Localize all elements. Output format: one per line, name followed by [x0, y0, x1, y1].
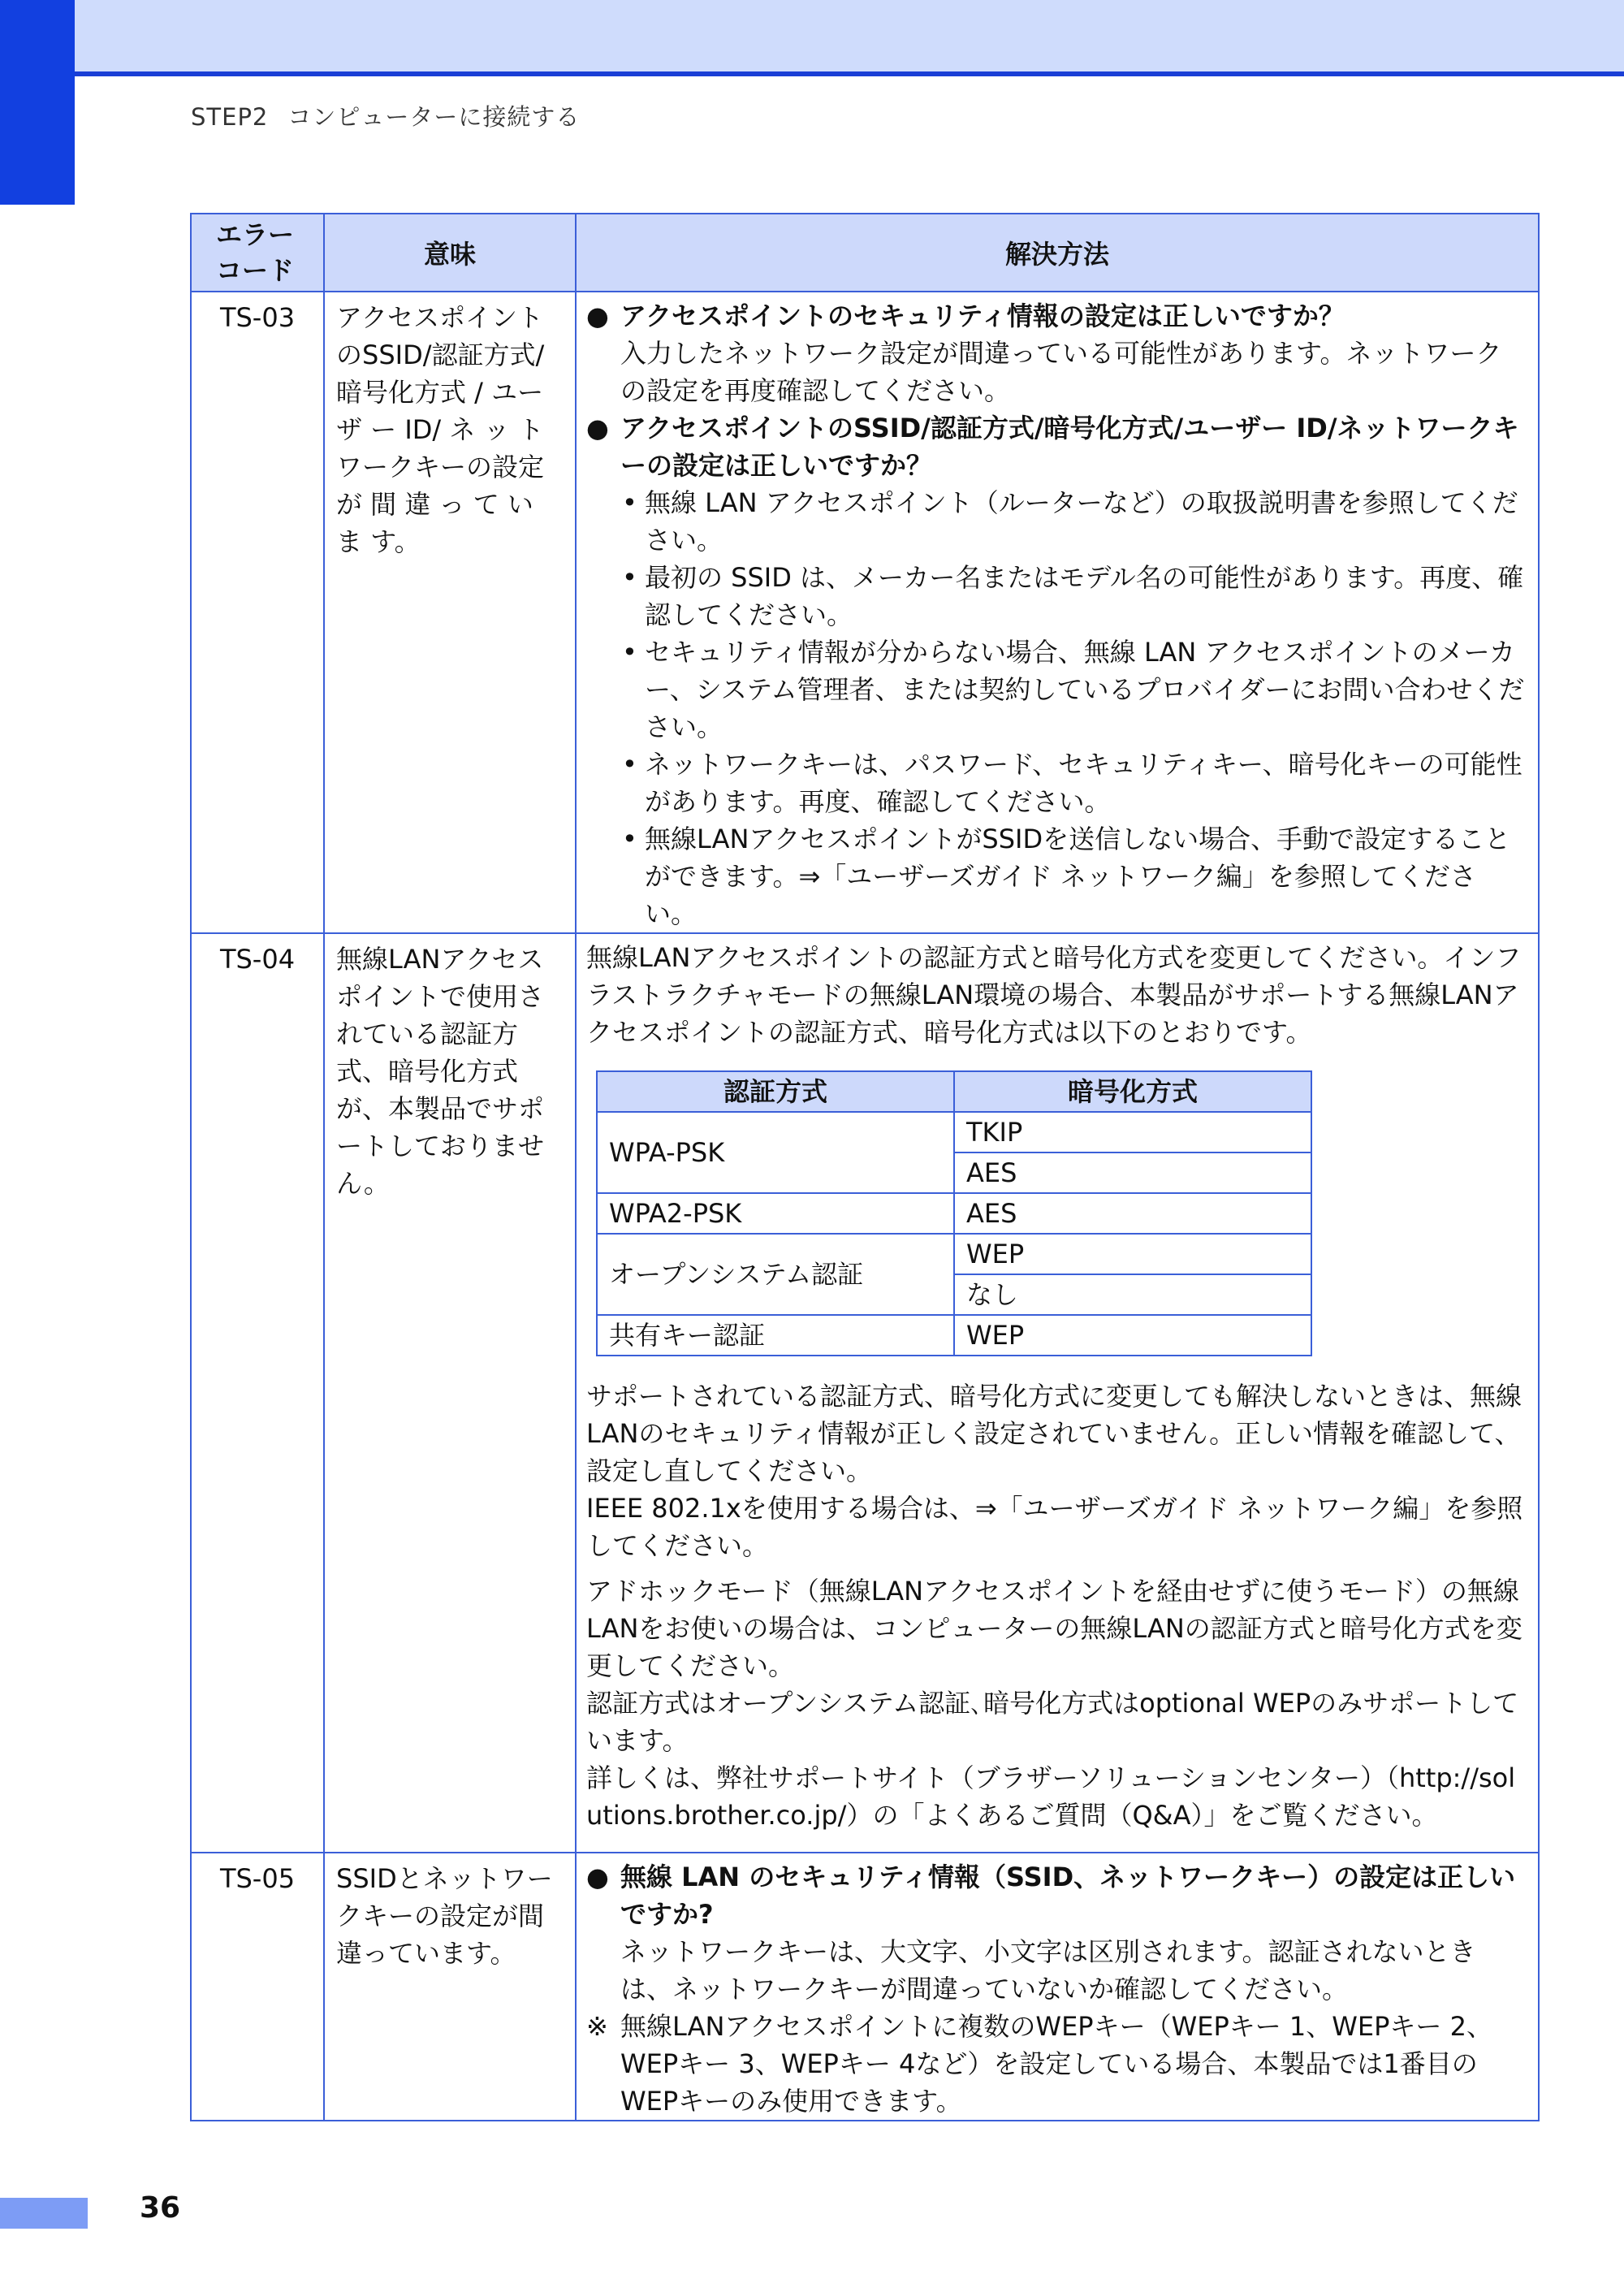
table-row [597, 1112, 1311, 1152]
check-question: ● アクセスポイントのセキュリティ情報の設定は正しいですか？ [586, 297, 1527, 335]
header-title: コンピューターに接続する [287, 103, 581, 131]
header-meaning: 意味 [324, 214, 576, 292]
auth-cell: WPA-PSK [597, 1112, 954, 1193]
solution-intro: 無線LANアクセスポイントの認証方式と暗号化方式を変更してください。インフラストラクチャモードの無線LAN環境の場合、本製品がサポートする無線LANアクセスポイントの認証方式、暗号化方式は以下のとおりです。 [586, 942, 1522, 1048]
note: ※ 無線LANアクセスポイントに複数のWEPキー（WEPキー 1、WEPキー 2、WEPキー 3、WEPキー 4など）を設定している場合、本製品では1番目のWEPキーのみ使用できます。 [586, 2008, 1527, 2120]
error-code: TS-03 [191, 292, 324, 933]
page-number: 36 [140, 2191, 181, 2225]
bullet-item: • セキュリティ情報が分からない場合、無線 LAN アクセスポイントのメーカー、システム管理者、または契約しているプロバイダーにお問い合わせください。 [586, 634, 1527, 746]
error-meaning: アクセスポイントのSSID/認証方式/暗号化方式 / ユーザ ー ID/ ネ ッ ト ワークキーの設定が 間 違 っ て い ま す。 [324, 292, 576, 933]
enc-cell: なし [954, 1274, 1311, 1315]
enc-cell: AES [954, 1152, 1311, 1193]
table-row [597, 1234, 1311, 1274]
auth-cell: オープンシステム認証 [597, 1234, 954, 1315]
bullet-item: • ネットワークキーは、パスワード、セキュリティキー、暗号化キーの可能性があります。再度、確認してください。 [586, 746, 1527, 820]
chapter-tab [0, 0, 75, 205]
table-row-ts03 [191, 292, 1539, 933]
error-code: TS-05 [191, 1853, 324, 2121]
error-solution [576, 933, 1539, 1853]
enc-cell: WEP [954, 1234, 1311, 1274]
table-row-ts04 [191, 933, 1539, 1853]
error-code: TS-04 [191, 933, 324, 1853]
check-explanation: 入力したネットワーク設定が間違っている可能性があります。ネットワークの設定を再度確認してください。 [620, 338, 1502, 406]
solution-paragraph: IEEE 802.1xを使用する場合は、⇒「ユーザーズガイド ネットワーク編」を参照してください。 [586, 1493, 1523, 1561]
bullet-item: • 無線LANアクセスポイントがSSIDを送信しない場合、手動で設定することができます。⇒「ユーザーズガイド ネットワーク編」を参照してください。 [586, 820, 1527, 932]
header-step: STEP2 [191, 103, 269, 131]
error-solution [576, 292, 1539, 933]
header-band [0, 0, 1624, 71]
auth-cell: WPA2-PSK [597, 1193, 954, 1234]
enc-cell: AES [954, 1193, 1311, 1234]
running-header [191, 99, 580, 132]
bullet-item: • 無線 LAN アクセスポイント（ルーターなど）の取扱説明書を参照してください。 [586, 484, 1527, 559]
header-error-code: エラー コード [191, 214, 324, 292]
enc-cell: WEP [954, 1315, 1311, 1356]
auth-cell: 共有キー認証 [597, 1315, 954, 1356]
inner-header-row [597, 1071, 1311, 1112]
error-code-table [190, 213, 1540, 2121]
table-row [597, 1315, 1311, 1356]
header-encryption: 暗号化方式 [954, 1071, 1311, 1112]
enc-cell: TKIP [954, 1112, 1311, 1152]
table-row-ts05 [191, 1853, 1539, 2121]
check-question: ● 無線 LAN のセキュリティ情報（SSID、ネットワークキー）の設定は正しいですか? [586, 1858, 1527, 1933]
page-number-bar [0, 2198, 88, 2229]
supported-auth-table [596, 1070, 1312, 1356]
solution-paragraph: 詳しくは、弊社サポートサイト（ブラザーソリューションセンター）（http://solutions.brother.co.jp/）の「よくあるご質問（Q&A）」をご覧ください。 [586, 1762, 1516, 1831]
solution-paragraph: 認証方式はオープンシステム認証､暗号化方式はoptional WEPのみサポートしています。 [586, 1688, 1519, 1756]
bullet-item: • 最初の SSID は、メーカー名またはモデル名の可能性があります。再度、確認してください。 [586, 559, 1527, 634]
error-meaning: 無線LANアクセスポイントで使用されている認証方式、暗号化方式が、本製品でサポートしておりません。 [324, 933, 576, 1853]
check-explanation: ネットワークキーは、大文字、小文字は区別されます。認証されないときは、ネットワークキーが間違っていないか確認してください。 [620, 1936, 1476, 2004]
check-question: ● アクセスポイントのSSID/認証方式/暗号化方式/ユーザー ID/ネットワークキーの設定は正しいですか？ [586, 409, 1527, 484]
error-solution [576, 1853, 1539, 2121]
table-header-row [191, 214, 1539, 292]
solution-paragraph: サポートされている認証方式、暗号化方式に変更しても解決しないときは、無線LANのセキュリティ情報が正しく設定されていません。正しい情報を確認して、設定し直してください。 [586, 1381, 1522, 1486]
solution-paragraph: アドホックモード（無線LANアクセスポイントを経由せずに使うモード）の無線LANをお使いの場合は、コンピューターの無線LANの認証方式と暗号化方式を変更してください。 [586, 1576, 1522, 1681]
header-rule [71, 71, 1624, 76]
table-row [597, 1193, 1311, 1234]
header-auth-method: 認証方式 [597, 1071, 954, 1112]
error-meaning: SSIDとネットワークキーの設定が間違っています。 [324, 1853, 576, 2121]
header-solution: 解決方法 [576, 214, 1539, 292]
